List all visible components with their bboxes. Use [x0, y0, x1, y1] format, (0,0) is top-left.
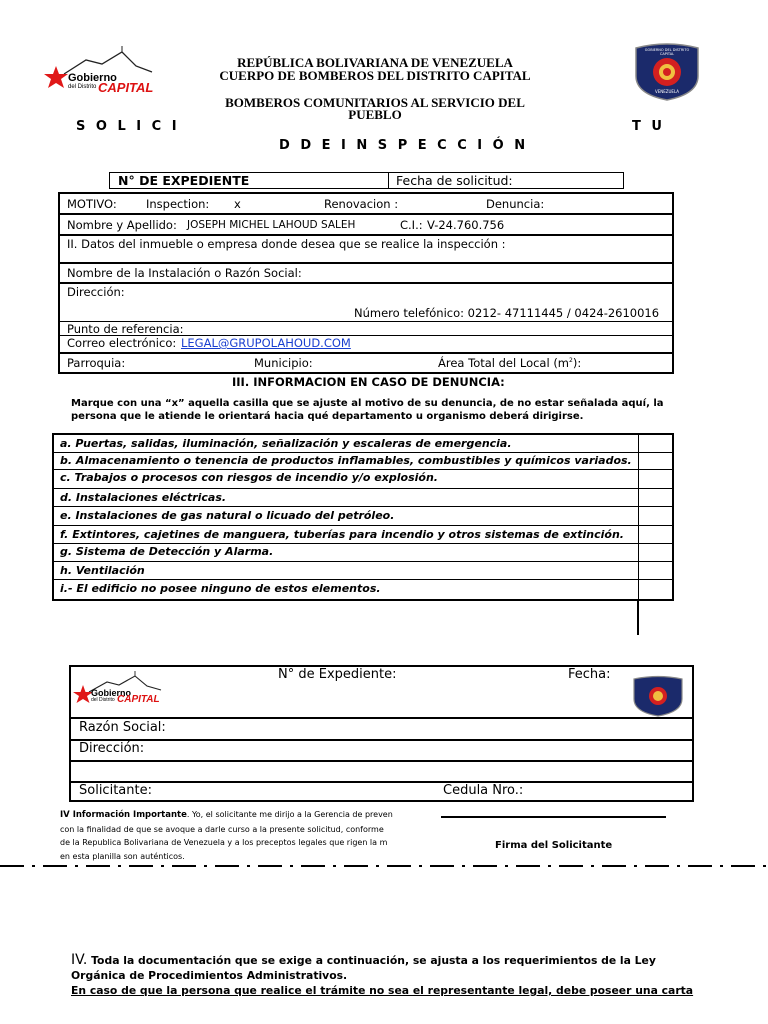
- list-item-text: i.- El edificio no posee ninguno de estos elementos.: [60, 582, 381, 595]
- email-link[interactable]: LEGAL@GRUPOLAHOUD.COM: [181, 336, 351, 350]
- footer-line-2: Orgánica de Procedimientos Administrativos.: [71, 969, 348, 982]
- receipt-cedula-label: Cedula Nro.:: [443, 783, 524, 798]
- logo-capital-text: CAPITAL: [117, 694, 160, 705]
- info-line: [60, 808, 432, 823]
- inspection-mark: x: [234, 197, 241, 211]
- list-item-text: d. Instalaciones eléctricas.: [60, 491, 227, 504]
- inspection-label: Inspection:: [146, 197, 210, 211]
- ci-label: C.I.:: [400, 218, 423, 232]
- title-tu: T U: [632, 119, 665, 134]
- receipt-row-line: [71, 717, 692, 719]
- area-end: ):: [572, 356, 582, 370]
- receipt-solicitante-label: Solicitante:: [79, 783, 152, 798]
- header-line-1: REPÚBLICA BOLIVARIANA DE VENEZUELA: [237, 55, 513, 70]
- renovacion-label: Renovacion :: [324, 197, 399, 211]
- correo-row: [60, 336, 672, 354]
- receipt-row-line: [71, 781, 692, 783]
- referencia-row: [60, 322, 672, 336]
- checkbox-column-extension: [637, 600, 638, 635]
- expediente-box: [109, 172, 624, 189]
- receipt-row-line: [71, 760, 692, 762]
- info-line-text: de la Republica Bolivariana de Venezuela y a los preceptos legales que rigen la m: [60, 838, 388, 847]
- receipt-direccion-label: Dirección:: [79, 741, 145, 756]
- logo-gobierno-text: Gobierno: [91, 688, 131, 698]
- denuncia-heading: III. INFORMACION EN CASO DE DENUNCIA:: [232, 375, 505, 389]
- receipt-razon-label: Razón Social:: [79, 720, 166, 735]
- area-text: Área Total del Local (m: [438, 356, 570, 370]
- denuncia-list: [52, 433, 674, 601]
- gobierno-logo: [42, 44, 158, 100]
- request-form: [58, 192, 674, 374]
- footer-text-1: Toda la documentación que se exige a continuación, se ajusta a los requerimientos de la Ley: [87, 954, 656, 967]
- area-label: [438, 356, 581, 370]
- signature-line: [441, 816, 666, 818]
- divider: [388, 173, 389, 188]
- receipt-row-line: [71, 739, 692, 741]
- list-item[interactable]: [54, 453, 672, 470]
- list-item-text: f. Extintores, cajetines de manguera, tuberías para incendio y otros sistemas de extinción.: [60, 528, 624, 541]
- area-sup: 2: [569, 357, 573, 365]
- logo-gobierno-text: Gobierno: [68, 72, 117, 84]
- ci-value: V-24.760.756: [427, 218, 505, 232]
- list-item-text: c. Trabajos o procesos con riesgos de incendio y/o explosión.: [60, 471, 438, 484]
- referencia-label: Punto de referencia:: [67, 322, 184, 336]
- badge-bottom-text: VENEZUELA: [654, 89, 680, 94]
- list-item-text: g. Sistema de Detección y Alarma.: [60, 545, 274, 558]
- header-line-3: BOMBEROS COMUNITARIOS AL SERVICIO DEL: [225, 95, 525, 110]
- info-line-text: en esta planilla son auténticos.: [60, 851, 185, 861]
- list-item[interactable]: [54, 544, 672, 562]
- logo-distrito-text: del Distrito: [68, 84, 97, 90]
- list-item[interactable]: [54, 435, 672, 453]
- receipt-box: [69, 665, 694, 802]
- logo-distrito-text: del Distrito: [91, 697, 115, 703]
- razon-social-label: Nombre de la Instalación o Razón Social:: [67, 266, 302, 280]
- telefono-value: Número telefónico: 0212- 47111445 / 0424-2610016: [354, 306, 660, 320]
- fire-badge-icon: [631, 675, 685, 717]
- info-heading: IV Información Importante: [60, 810, 187, 820]
- list-item[interactable]: [54, 470, 672, 489]
- direccion-label: Dirección:: [67, 285, 125, 299]
- fecha-solicitud-label: Fecha de solicitud:: [396, 173, 513, 188]
- parroquia-row: [60, 354, 672, 372]
- municipio-label: Municipio:: [254, 356, 313, 370]
- nombre-label: Nombre y Apellido:: [67, 218, 177, 232]
- expediente-label: N° DE EXPEDIENTE: [118, 173, 250, 188]
- nombre-value: JOSEPH MICHEL LAHOUD SALEH: [187, 219, 356, 231]
- list-item-text: h. Ventilación: [60, 564, 145, 577]
- denuncia-instruction: Marque con una “x” aquella casilla que se ajuste al motivo de su denuncia, de no estar señalada aquí, la persona que le atiende le orientará hacia qué departamento u organismo deberá dirigirse.: [71, 398, 664, 422]
- razon-social-row: [60, 264, 672, 284]
- receipt-badge: [631, 675, 685, 717]
- title-solici: S O L I C I: [76, 119, 180, 134]
- datos-inmueble-label: II. Datos del inmueble o empresa donde desea que se realice la inspección :: [67, 237, 506, 251]
- info-line-text: . Yo, el solicitante me dirijo a la Gerencia de preven: [186, 810, 393, 819]
- footer-roman: IV.: [71, 952, 88, 968]
- receipt-fecha-label: Fecha:: [568, 667, 611, 682]
- logo-capital-text: CAPITAL: [98, 80, 154, 95]
- cut-line: [0, 862, 768, 870]
- badge-top-text: GOBIERNO DEL DISTRITO CAPITAL: [644, 48, 690, 56]
- datos-inmueble-row: [60, 236, 672, 264]
- list-item[interactable]: [54, 507, 672, 526]
- parroquia-label: Parroquia:: [67, 356, 126, 370]
- motivo-label: MOTIVO:: [67, 197, 117, 211]
- list-item-text: b. Almacenamiento o tenencia de productos inflamables, combustibles y químicos variados.: [60, 454, 632, 467]
- nombre-row: [60, 215, 672, 236]
- footer-line-3: En caso de que la persona que realice el trámite no sea el representante legal, debe poseer una carta: [71, 984, 694, 997]
- firma-label: Firma del Solicitante: [495, 840, 613, 851]
- receipt-gobierno-logo: [73, 670, 165, 712]
- list-item-text: e. Instalaciones de gas natural o licuado del petróleo.: [60, 509, 395, 522]
- denuncia-label: Denuncia:: [486, 197, 545, 211]
- direccion-row: [60, 284, 672, 322]
- list-item[interactable]: [54, 580, 672, 601]
- info-importante: [60, 808, 432, 863]
- list-item[interactable]: [54, 562, 672, 580]
- footer-line-1: [71, 953, 661, 968]
- list-item-text: a. Puertas, salidas, iluminación, señalización y escaleras de emergencia.: [60, 437, 512, 450]
- info-line-text: con la finalidad de que se avoque a darle curso a la presente solicitud, conforme: [60, 824, 384, 834]
- page-title: D D E I N S P E C C I Ó N: [279, 138, 529, 153]
- list-item[interactable]: [54, 489, 672, 507]
- list-item[interactable]: [54, 526, 672, 544]
- bomberos-badge: [632, 42, 702, 102]
- header-line-2: CUERPO DE BOMBEROS DEL DISTRITO CAPITAL: [219, 68, 531, 83]
- receipt-expediente-label: N° de Expediente:: [278, 667, 397, 682]
- footer-paragraph: [71, 952, 694, 998]
- correo-label: Correo electrónico:: [67, 336, 177, 350]
- motivo-row: [60, 194, 672, 215]
- header-line-4: PUEBLO: [348, 107, 402, 122]
